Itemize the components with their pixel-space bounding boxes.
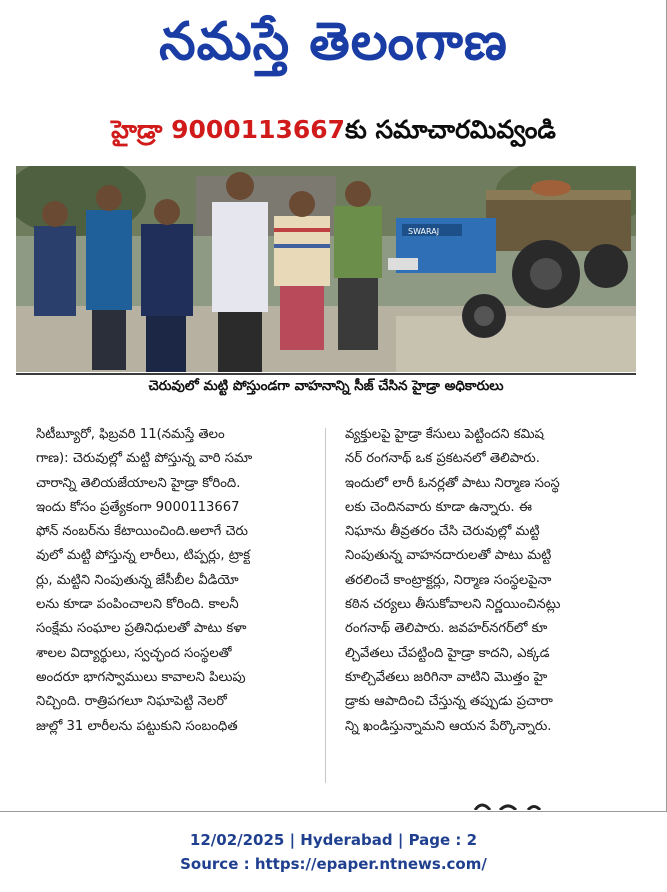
article-line: లను కూడా పంపించాలని కోరింది. కాలనీ xyxy=(36,597,239,613)
news-photo xyxy=(16,166,636,372)
article-line: నిఘాను తీవ్రతరం చేసి చెరువుల్లో మట్టి xyxy=(345,524,540,540)
article-line: ఇందులో లారీ ఓనర్లతో పాటు నిర్మాణ సంస్థ xyxy=(345,475,560,491)
article-line: కఠిన చర్యలు తీసుకోవాలని నిర్ణయించినట్లు xyxy=(345,597,561,613)
masthead-title: నమస్తే తెలంగాణ xyxy=(159,11,508,72)
article-line: వులో మట్టి పోస్తున్న లారీలు, టిప్పర్లు, ట్రాక్ట xyxy=(36,548,251,564)
article-line: న్ని ఖండిస్తున్నామని ఆయన పేర్కొన్నారు. xyxy=(345,718,552,734)
article-line: రంగనాథ్ తెలిపారు. జవహర్‌నగర్‌లో కూ xyxy=(345,621,548,637)
footer-source-link[interactable]: Source : https://epaper.ntnews.com/ xyxy=(180,855,487,873)
article-line: శాలల విద్యార్థులు, స్వచ్ఛంద సంస్థలతో xyxy=(36,645,232,661)
tractor-brand-text: SWARAJ xyxy=(408,227,440,236)
article-line: సిటీబ్యూరో, ఫిబ్రవరి 11(నమస్తే తెలం xyxy=(36,427,225,442)
article-line: ఇందు కోసం ప్రత్యేకంగా 9000113667 xyxy=(36,499,240,515)
article-line: నిచ్చింది. రాత్రిపగలూ నిఘాపెట్టి నెలరో xyxy=(36,694,227,710)
article-line: గాణ): చెరువుల్లో మట్టి పోస్తున్న వారి సమా xyxy=(36,451,253,467)
article-line: వ్యక్తులపై హైడ్రా కేసులు పెట్టిందని కమిష xyxy=(345,427,544,442)
headline-suffix: కు సమాచారమివ్వండి xyxy=(345,115,556,144)
article-line: తరలించే కాంట్రాక్టర్లు, నిర్మాణ సంస్థలపైనా xyxy=(345,572,552,588)
article-line: అందరూ భాగస్వాములు కావాలని పిలుపు xyxy=(36,669,246,685)
article-line: ర్లు, మట్టిని నింపుతున్న జేసీబీల వీడియో xyxy=(36,572,239,588)
footer-date-edition-page: 12/02/2025 | Hyderabad | Page : 2 xyxy=(189,831,478,849)
article-column-right xyxy=(345,423,630,739)
article-line: నింపుతున్న వాహనదారులతో పాటు మట్టి xyxy=(345,548,552,564)
caption-divider xyxy=(16,373,636,375)
article-line: చారాన్ని తెలియజేయాలని హైడ్రా కోరింది. xyxy=(36,475,241,491)
epaper-footer xyxy=(0,828,667,876)
column-divider xyxy=(325,428,326,783)
article-column-left xyxy=(36,423,310,739)
article-line: డ్రాకు ఆపాదించి చేస్తున్న తప్పుడు ప్రచారా xyxy=(345,694,553,710)
photo-caption: చెరువులో మట్టి పోస్తుండగా వాహనాన్ని సీజ్ చేసిన హైడ్రా అధికారులు xyxy=(148,378,504,394)
cut-off-text-fragment xyxy=(470,800,550,810)
article-line: సంక్షేమ సంఘాల ప్రతినిధులతో పాటు కళా xyxy=(36,621,247,637)
article-line: కూల్చివేతలు జరిగినా వాటిని మొత్తం హై xyxy=(345,669,548,685)
article-line: లకు చెందినవారు కూడా ఉన్నారు. ఈ xyxy=(345,499,532,515)
article-line: ల్చివేతలు చేపట్టింది హైడ్రా కాదని, ఎక్కడ xyxy=(345,645,550,661)
article-line: ఫోన్ నంబర్‌ను కేటాయించింది.అలాగే చెరు xyxy=(36,524,248,540)
headline-hydra-number: హైడ్రా 9000113667 xyxy=(111,115,346,144)
article-line: నర్ రంగనాథ్ ఒక ప్రకటనలో తెలిపారు. xyxy=(345,451,540,467)
headline xyxy=(0,112,667,154)
article-line: జుల్లో 31 లారీలను పట్టుకుని సంబంధిత xyxy=(36,718,238,734)
